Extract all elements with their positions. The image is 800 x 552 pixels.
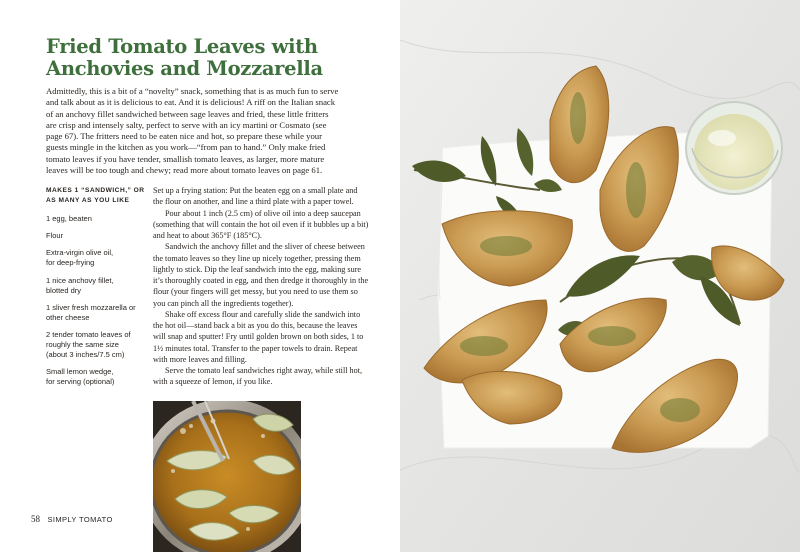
yield-line: MAKES 1 “SANDWICH,” OR [46,187,145,194]
ingredient-item: Small lemon wedge, for serving (optional) [46,367,115,387]
method-step: Shake off excess flour and carefully slide the sandwich into the hot oil—stand back a bit as you do this, because the leaves will snap and sputter! Fry until golden brown on both sides, 1 to 1½ minutes total. Transfer to the paper towels to drain. Repeat with more leaves and filling. [153,309,364,364]
food-photo [400,0,800,552]
headnote-line: tomato leaves if you have tender, smallish tomato leaves, as larger, more mature [46,153,325,164]
frying-pan-illustration [153,401,301,552]
frying-pan-photo [153,401,301,552]
fried-tomato-leaves-photo [400,0,800,552]
yield-line: AS MANY AS YOU LIKE [46,196,130,204]
ingredient-item: 1 egg, beaten [46,214,92,224]
method-step: Pour about 1 inch (2.5 cm) of olive oil into a deep saucepan (something that will contain the hot oil even if it bubbles up a bit) and heat to about 365°F (185°C). [153,208,369,240]
ingredient-list [46,214,146,387]
recipe-title [46,36,346,80]
method-step: Set up a frying station: Put the beaten egg on a small plate and the flour on another, and line a third plate with a paper towel. [153,186,358,207]
headnote-line: leaves will be too tough and chewy; read more about tomato leaves on page 61. [46,165,323,176]
title-line-2: Anchovies and Mozzarella [46,57,323,80]
running-title: SIMPLY TOMATO [47,515,113,524]
yield-label [46,186,146,205]
ingredient-item: 1 nice anchovy fillet, blotted dry [46,275,114,295]
ingredient-item: Extra-virgin olive oil, for deep-frying [46,248,114,268]
headnote-line: page 67). The fritters need to be eaten nice and hot, so prepare these while your [46,131,323,142]
ingredients-column [46,186,146,394]
headnote-line: Admittedly, this is a bit of a “novelty” snack, something that is as much fun to serve [46,86,339,96]
method-step: Sandwich the anchovy fillet and the sliver of cheese between the tomato leaves so they line up nicely together, pressing them lightly to stick. Dip the leaf sandwich into the egg, making sure it’s thoroughly coated in egg, and then dredge it thoroughly in the flour (your fingers will get messy, but you need to use them so you can pinch all the ingredients together). [153,242,369,308]
wine-glass [686,102,782,194]
headnote-line: guests mingle in the kitchen as you work—“from pan to hand.” Only make fried [46,142,326,153]
ingredient-item: Flour [46,231,64,241]
ingredient-item: 1 sliver fresh mozzarella or other cheese [46,302,136,322]
headnote-line: and talk about as it is delicious to eat. And it is delicious! A riff on the Italian snack [46,97,336,108]
ingredient-item: 2 tender tomato leaves of roughly the same size (about 3 inches/7.5 cm) [46,329,131,360]
headnote [46,86,362,176]
headnote-line: of an anchovy fillet sandwiched between sage leaves and fried, these little fritters [46,108,329,119]
page-number: 58 [31,514,40,524]
method-step: Serve the tomato leaf sandwiches right away, while still hot, with a squeeze of lemon, if you like. [153,366,363,387]
headnote-line: are crisp and intensely salty, perfect to serve with an icy martini or Cosmato (see [46,119,327,130]
method-column [153,185,369,388]
title-line-1: Fried Tomato Leaves with [46,35,318,58]
folio [31,514,113,524]
